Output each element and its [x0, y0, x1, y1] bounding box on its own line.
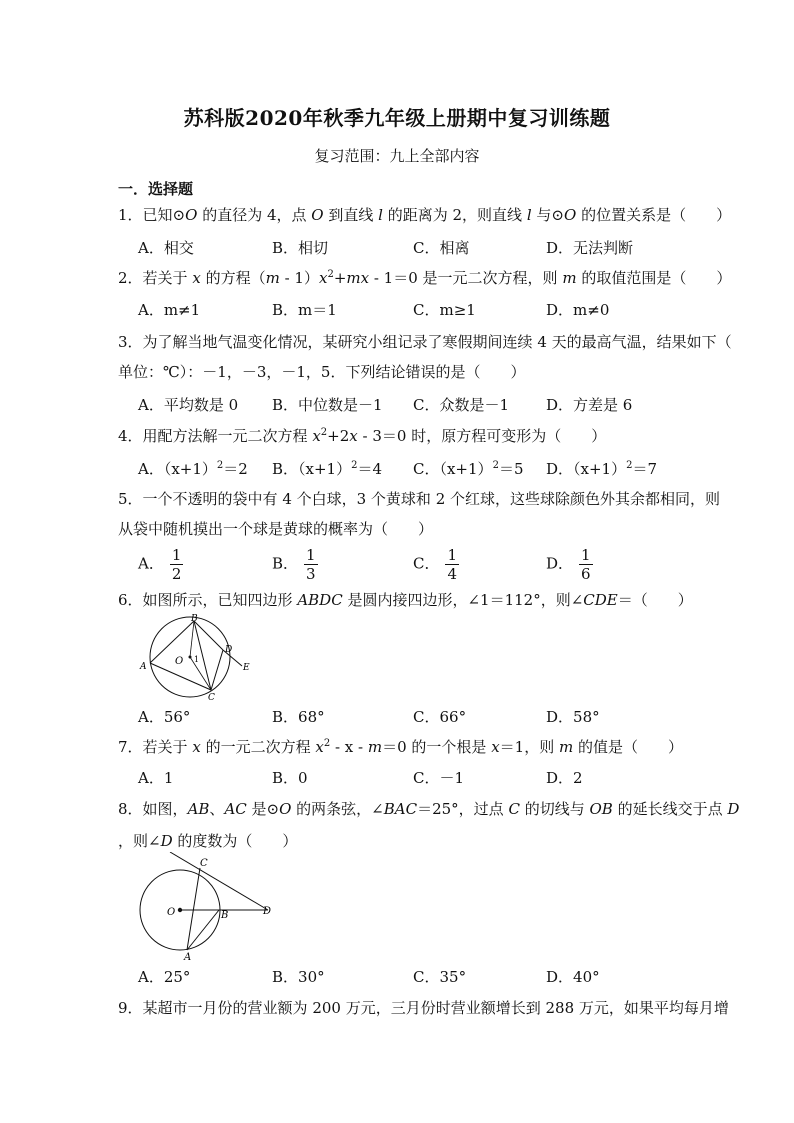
option-c[interactable]: C．众数是－1 [413, 396, 510, 414]
label-b: B [221, 910, 229, 921]
option-c[interactable]: C．35° [413, 968, 467, 986]
segment-ac [150, 663, 211, 690]
option-a[interactable]: A．平均数是 0 [138, 396, 239, 414]
segment-bd [194, 621, 223, 650]
option-d[interactable]: D． $\frac{1}{6}$ [546, 546, 591, 583]
question-6-options [138, 706, 678, 728]
question-1-options [138, 237, 678, 259]
fraction: $\frac{1}{2}$ [171, 546, 182, 583]
question-4-options [138, 458, 678, 480]
option-a[interactable]: A．m≠1 [138, 301, 201, 319]
option-a[interactable]: A．1 [138, 769, 174, 787]
question-9-line-1: 9．某超市一月份的营业额为 200 万元，三月份时营业额增长到 288 万元，如果平均每月增 [118, 999, 729, 1017]
option-d[interactable]: D．无法判断 [546, 239, 634, 257]
fraction: $\frac{1}{6}$ [581, 546, 591, 583]
option-b[interactable]: B．中位数是－1 [272, 396, 383, 414]
label-d: D [263, 906, 272, 917]
option-a[interactable]: A．25° [138, 968, 191, 986]
label-o: O [175, 656, 184, 667]
question-3-line-1: 3．为了解当地气温变化情况，某研究小组记录了寒假期间连续 4 天的最高气温，结果如下（ [118, 333, 732, 351]
question-number: 8． [118, 800, 143, 818]
option-b[interactable]: B．相切 [272, 239, 329, 257]
cyclic-quadrilateral-figure [135, 612, 255, 702]
option-a[interactable]: A．相交 [138, 239, 194, 257]
option-b[interactable]: B．$(x+1)^2=4$ [272, 460, 383, 478]
option-d[interactable]: D．方差是 6 [546, 396, 633, 414]
option-b[interactable]: B．m＝1 [272, 301, 337, 319]
option-c[interactable]: C．相离 [413, 239, 470, 257]
question-number: 2． [118, 269, 143, 287]
question-1: 1．已知⊙O 的直径为 4，点 O 到直线 l 的距离为 2，则直线 l 与⊙O 的位置关系是（ ） [118, 206, 732, 224]
option-c[interactable]: C．$(x+1)^2=5$ [413, 460, 524, 478]
option-d[interactable]: D．40° [546, 968, 600, 986]
fraction: $\frac{1}{3}$ [306, 546, 316, 583]
question-3-options [138, 394, 678, 416]
label-e: E [243, 663, 250, 673]
option-d[interactable]: D．$(x+1)^2=7$ [546, 460, 658, 478]
question-8-line-2: ，则∠D 的度数为（ ） [118, 832, 298, 850]
question-3-line-2: 单位：℃）：－1，－3，－1，5．下列结论错误的是（ ） [118, 363, 526, 381]
center-point [189, 656, 192, 659]
segment-ab [150, 621, 194, 663]
segment-cd [211, 650, 223, 690]
option-c[interactable]: C．－1 [413, 769, 465, 787]
label-a: A [140, 662, 147, 672]
tangent-circle-figure [130, 852, 280, 962]
label-a: A [184, 952, 192, 962]
option-d[interactable]: D．m≠0 [546, 301, 610, 319]
question-8-line-1: 8．如图，AB、AC 是⊙O 的两条弦，∠BAC＝25°，过点 C 的切线与 OB 的延长线交于点 D [118, 800, 740, 818]
label-b: B [191, 614, 198, 624]
option-b[interactable]: B．68° [272, 708, 325, 726]
page-title: 苏科版2020年秋季九年级上册期中复习训练题 [183, 106, 611, 130]
question-6: 6．如图所示，已知四边形 ABDC 是圆内接四边形，∠1＝112°，则∠CDE＝（ ） [118, 591, 693, 609]
option-c[interactable]: C．m≥1 [413, 301, 476, 319]
question-number: 7． [118, 738, 143, 756]
section-heading: 一．选择题 [118, 180, 194, 198]
option-a[interactable]: A．$(x+1)^2=2$ [138, 460, 248, 478]
question-number: 4． [118, 427, 143, 445]
option-c[interactable]: C．66° [413, 708, 467, 726]
chord-ac [187, 868, 200, 950]
option-d[interactable]: D．58° [546, 708, 600, 726]
question-5-options [138, 546, 678, 584]
question-7: 7．若关于 x 的一元二次方程 $x^2 - x - m=0$ 的一个根是 x＝1，则 m 的值是（ ） [118, 738, 683, 756]
option-d[interactable]: D．2 [546, 769, 583, 787]
option-b[interactable]: B． $\frac{1}{3}$ [272, 546, 316, 583]
center-point [178, 908, 182, 912]
option-c[interactable]: C． $\frac{1}{4}$ [413, 546, 458, 583]
question-2-options [138, 299, 678, 321]
question-8-options [138, 966, 678, 988]
label-o: O [167, 907, 176, 918]
question-7-options [138, 767, 678, 789]
radius-ob [190, 621, 194, 657]
question-2: 2．若关于 x 的方程$(m - 1)x^2+mx - 1=0$ 是一元二次方程，则 m 的取值范围是（ ） [118, 269, 732, 287]
option-a[interactable]: A． $\frac{1}{2}$ [138, 546, 182, 583]
fraction: $\frac{1}{4}$ [447, 546, 458, 583]
question-number: 1． [118, 206, 143, 224]
page-subtitle: 复习范围：九上全部内容 [314, 147, 480, 165]
option-a[interactable]: A．56° [138, 708, 191, 726]
label-angle-1: 1 [194, 655, 200, 664]
question-5-line-1: 5．一个不透明的袋中有 4 个白球，3 个黄球和 2 个红球，这些球除颜色外其余都相同，则 [118, 490, 721, 508]
label-c: C [200, 858, 208, 869]
question-number: 6． [118, 591, 143, 609]
option-b[interactable]: B．30° [272, 968, 325, 986]
question-5-line-2: 从袋中随机摸出一个球是黄球的概率为（ ） [118, 520, 434, 538]
label-c: C [208, 693, 215, 702]
option-b[interactable]: B．0 [272, 769, 308, 787]
label-d: D [225, 645, 233, 655]
question-4: 4．用配方法解一元二次方程 $x^2+2x - 3=0$ 时，原方程可变形为（ ） [118, 427, 607, 445]
